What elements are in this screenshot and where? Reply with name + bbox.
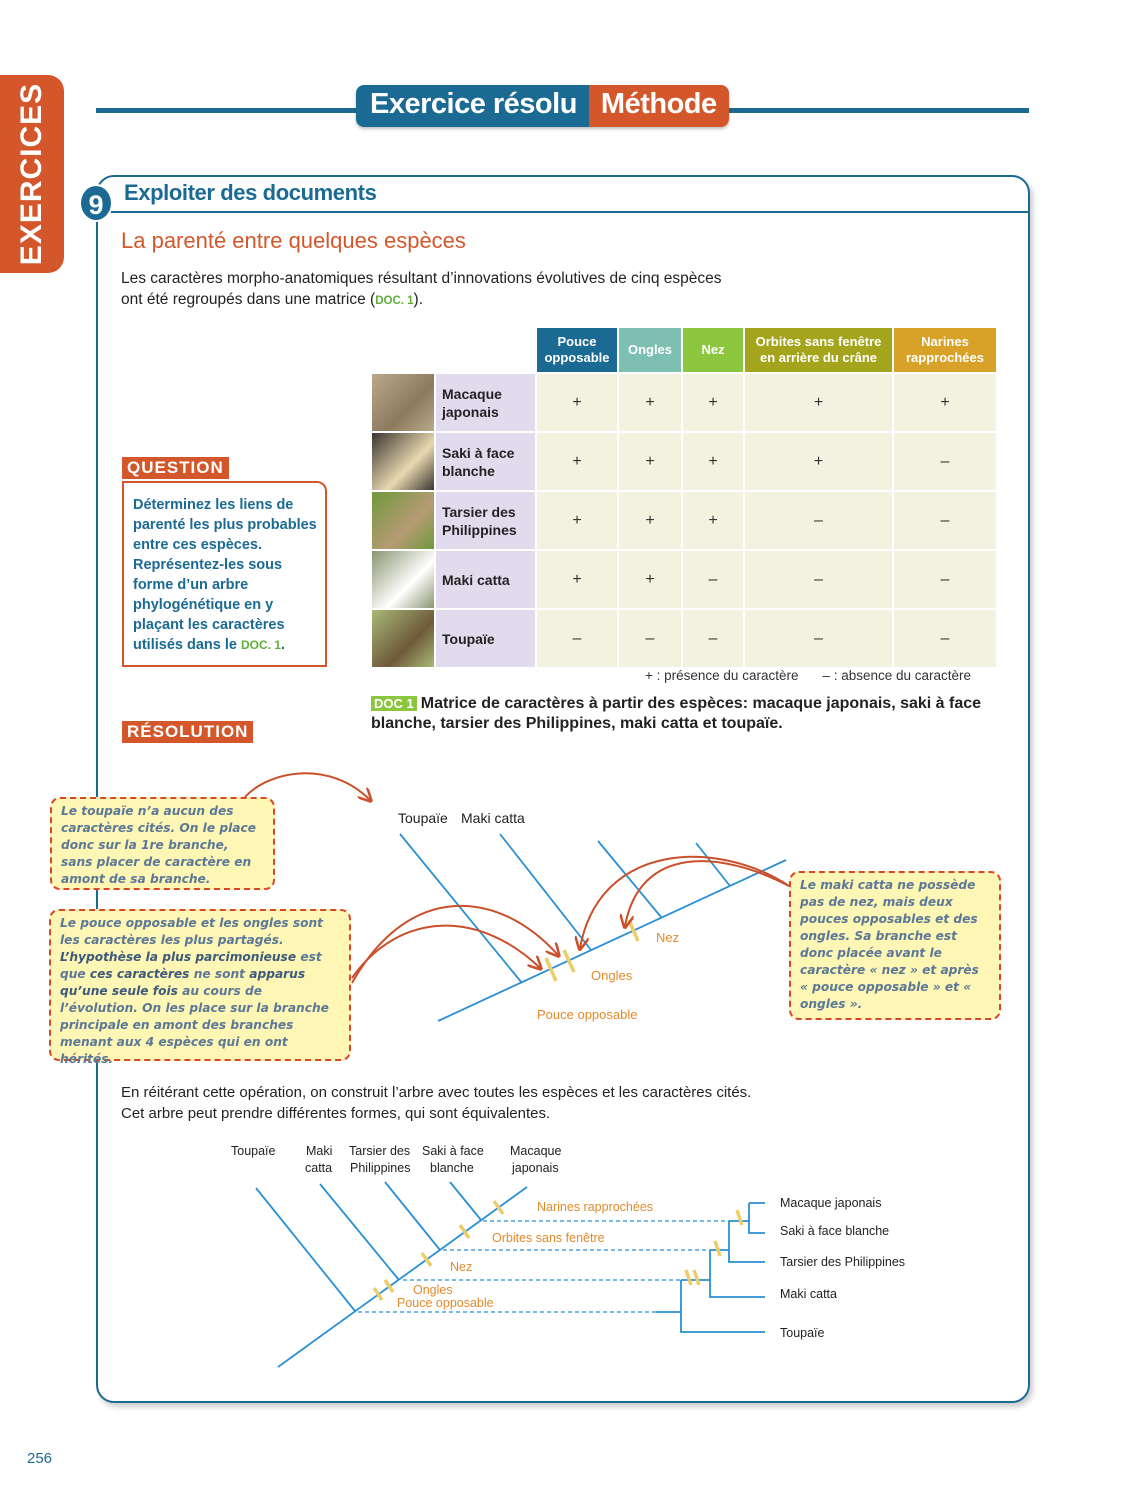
matrix-cell: +: [619, 492, 681, 549]
tree2-leaf-tarsier-2: Philippines: [350, 1161, 411, 1175]
resolution-line-2: Cet arbre peut prendre différentes formes, qui sont équivalentes.: [121, 1105, 551, 1122]
species-name: Tarsier des Philippines: [436, 492, 535, 549]
tree3-leaf-toupaie: Toupaïe: [780, 1326, 825, 1340]
question-doc-ref[interactable]: DOC. 1: [241, 638, 282, 652]
tree1-leaf-toupaie: Toupaïe: [398, 810, 448, 826]
matrix-cell: +: [683, 492, 743, 549]
tree3-leaf-macaque: Macaque japonais: [780, 1196, 882, 1210]
doc1-tag: DOC 1: [371, 696, 417, 711]
tree1-branch-toupaie: [400, 834, 522, 983]
matrix-cell: –: [894, 492, 996, 549]
tree3-leaf-tarsier: Tarsier des Philippines: [780, 1255, 906, 1269]
callout2-bold-1: L’hypothèse la plus parcimonieuse: [60, 950, 297, 964]
tree2-branch-saki: [450, 1182, 481, 1220]
matrix-cell: –: [619, 610, 681, 667]
doc1-caption-text: Matrice de caractères à partir des espèces: macaque japonais, saki à face blanche, tarsier des Philippines, maki catta et toupaïe.: [371, 695, 982, 732]
header-badge-methode: Méthode: [589, 85, 729, 127]
arrow-toupaie: [245, 773, 370, 800]
tree2-leaf-macaque-2: japonais: [512, 1161, 559, 1175]
tree1-leaf-maki: Maki catta: [461, 810, 525, 826]
callout2-text-2: est que: [60, 950, 322, 981]
matrix-col-header: Pouce opposable: [537, 328, 617, 372]
tree1-char-pouce: Pouce opposable: [537, 1007, 638, 1022]
tree2-branch-tarsier: [385, 1182, 440, 1250]
page-number: 256: [27, 1450, 53, 1467]
tree1-branch-3: [598, 841, 661, 917]
tree3-mark-pouce: [686, 1270, 691, 1285]
exercise-title: Exploiter des documents: [124, 180, 377, 205]
matrix-cell: +: [537, 374, 617, 431]
matrix-cell: +: [619, 374, 681, 431]
intro-line-1: Les caractères morpho-anatomiques résultant d’innovations évolutives de cinq espèces: [121, 270, 722, 287]
tree2-char-orbites: Orbites sans fenêtre: [492, 1231, 605, 1245]
matrix-cell: –: [537, 610, 617, 667]
callout2-text-4: au cours de l’évolution. On les place sur la branche principale en amont des branches menant aux 4 espèces qui en ont hérités.: [60, 984, 329, 1066]
matrix-cell: +: [745, 374, 892, 431]
resolution-line-1: En réitérant cette opération, on construit l’arbre avec toutes les espèces et les caractères cités.: [121, 1084, 752, 1101]
tree2-main-branch: [278, 1187, 527, 1367]
matrix-cell: +: [537, 492, 617, 549]
matrix-col-header: Orbites sans fenêtre en arrière du crâne: [745, 328, 892, 372]
question-end: .: [281, 637, 286, 653]
matrix-cell: –: [894, 610, 996, 667]
header-badge-exercice: Exercice résolu: [356, 85, 589, 127]
tree3-node-saki-macaque: [729, 1203, 765, 1233]
matrix-cell: +: [745, 433, 892, 490]
matrix-cell: –: [683, 610, 743, 667]
matrix-cell: +: [683, 433, 743, 490]
callout2-bold-3: apparus qu’une seule fois: [60, 967, 306, 998]
tree3-leaf-maki: Maki catta: [780, 1287, 837, 1301]
tree2-mark-narines: [494, 1201, 503, 1214]
arrow-ongles: [352, 906, 558, 983]
tree2-leaf-toupaie: Toupaïe: [231, 1144, 276, 1158]
resolution-label: RÉSOLUTION: [122, 721, 253, 743]
matrix-cell: –: [745, 610, 892, 667]
arrow-maki-branch: [580, 857, 789, 948]
tree3-cladogram: [656, 1203, 765, 1332]
callout-toupaie: Le toupaïe n’a aucun des caractères cités. On le place donc sur la 1re branche, sans placer de caractère en amont de sa branche.: [50, 797, 275, 890]
matrix-cell: –: [745, 492, 892, 549]
callout-parsimony: [49, 909, 351, 1066]
tree2-leaf-maki-2: catta: [305, 1161, 333, 1175]
matrix-cell: +: [537, 433, 617, 490]
tree2-leaf-macaque-1: Macaque: [510, 1144, 562, 1158]
tree2-mark-nez: [422, 1253, 431, 1266]
matrix-cell: +: [537, 551, 617, 608]
matrix-cell: +: [683, 374, 743, 431]
tree3-mark-orbites: [715, 1241, 720, 1256]
tree2-mark-ongles: [385, 1280, 393, 1292]
matrix-cell: +: [619, 433, 681, 490]
species-name: Macaque japonais: [436, 374, 535, 431]
tree3-leaf-saki: Saki à face blanche: [780, 1224, 890, 1238]
tree1-main-branch: [438, 860, 786, 1021]
tree2-char-nez: Nez: [450, 1260, 473, 1274]
matrix-col-header: Narines rapprochées: [894, 328, 996, 372]
intro-text-end: ).: [413, 291, 423, 308]
matrix-col-header: Ongles: [619, 328, 681, 372]
tree1-char-ongles: Ongles: [591, 968, 633, 983]
tree2-char-pouce: Pouce opposable: [397, 1296, 494, 1310]
tree1-branch-maki: [500, 834, 591, 950]
callout-maki: Le maki catta ne possède pas de nez, mais deux pouces opposables et des ongles. Sa branche est donc placée avant le caractère « nez » et après « pouce opposable » et « ongles ».: [789, 871, 1001, 1020]
question-label: QUESTION: [122, 457, 229, 479]
tree2-leaf-saki-2: blanche: [430, 1161, 474, 1175]
tree2-cladogram: [231, 1144, 729, 1367]
matrix-cell: –: [894, 551, 996, 608]
intro-text: ont été regroupés dans une matrice (: [121, 291, 376, 308]
doc-ref-link[interactable]: DOC. 1: [375, 295, 414, 307]
tree2-branch-maki: [320, 1184, 399, 1280]
tree2-char-narines: Narines rapprochées: [537, 1200, 654, 1214]
tree2-char-ongles: Ongles: [413, 1283, 453, 1297]
matrix-col-header: Nez: [683, 328, 743, 372]
section-tab-label: EXERCICES: [15, 82, 48, 266]
tree1-branch-4: [696, 843, 730, 886]
species-name: Toupaïe: [436, 610, 535, 667]
callout2-bold-2: ces caractères: [89, 967, 190, 981]
exercise-subtitle: La parenté entre quelques espèces: [121, 228, 466, 253]
tree1-mark-ongles: [564, 950, 574, 972]
tree2-leaf-maki-1: Maki: [306, 1144, 333, 1158]
matrix-cell: +: [894, 374, 996, 431]
matrix-cell: –: [894, 433, 996, 490]
resolution-paragraph: [121, 1082, 841, 1124]
exercise-number: 9: [79, 184, 113, 222]
legend-plus: + : présence du caractère: [645, 668, 799, 683]
tree2-mark-pouce: [374, 1288, 382, 1300]
matrix-cell: –: [745, 551, 892, 608]
tree2-mark-orbites: [460, 1225, 469, 1238]
tree2-leaf-saki-1: Saki à face: [422, 1144, 484, 1158]
tree1-mark-nez: [629, 920, 638, 941]
tree2-branch-toupaie: [256, 1188, 355, 1311]
tree3-mark-ongles: [694, 1270, 699, 1285]
legend-minus: – : absence du caractère: [822, 668, 972, 683]
matrix-cell: +: [619, 551, 681, 608]
species-name: Maki catta: [436, 551, 535, 608]
matrix-cell: –: [683, 551, 743, 608]
tree3-mark-narines: [737, 1210, 742, 1225]
question-text: Déterminez les liens de parenté les plus probables entre ces espèces. Représentez-les sous forme d’un arbre phylogénétique en y plaçant les caractères utilisés dans le: [133, 497, 317, 653]
tree1-char-nez: Nez: [656, 930, 680, 945]
tree2-leaf-tarsier-1: Tarsier des: [349, 1144, 411, 1158]
callout2-text-3: ne sont: [189, 967, 250, 981]
callout2-text-1: Le pouce opposable et les ongles sont les caractères les plus partagés.: [60, 916, 323, 947]
species-name: Saki à face blanche: [436, 433, 535, 490]
